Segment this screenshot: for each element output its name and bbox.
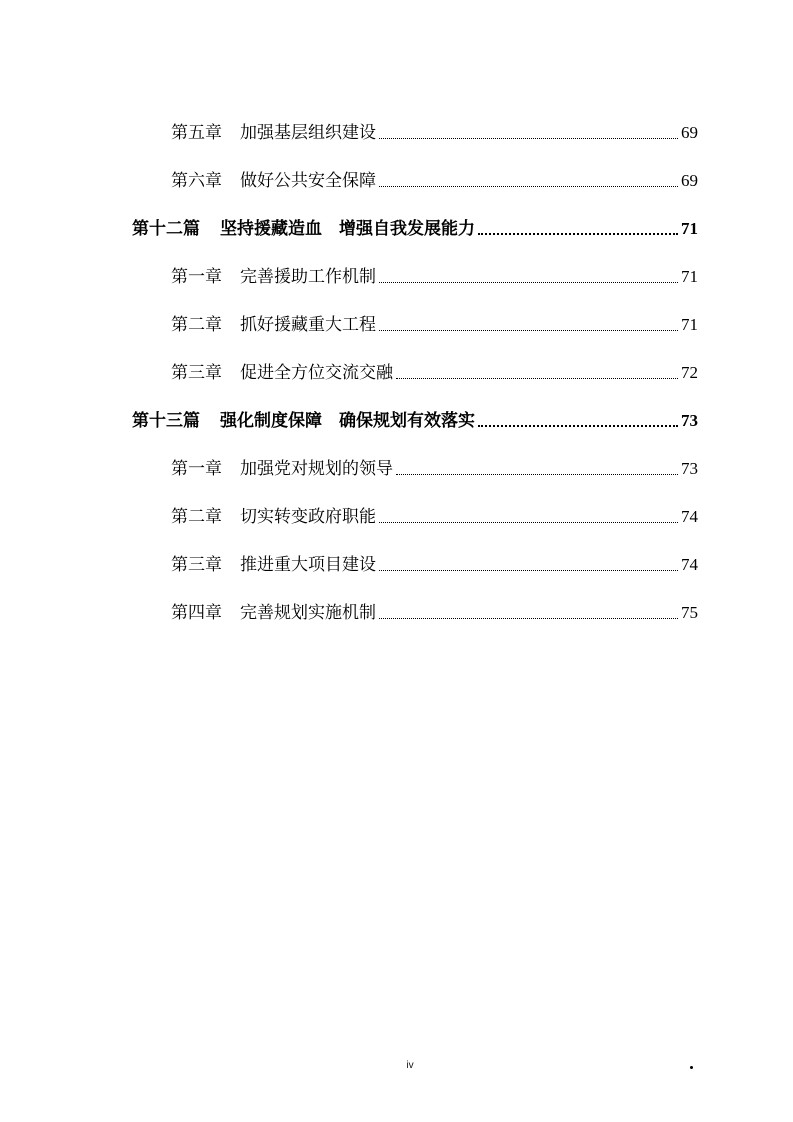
toc-entry[interactable]: [171, 358, 698, 384]
toc-entry-page: 71: [681, 219, 698, 238]
margin-dot: [690, 1066, 693, 1069]
dot-leader: [379, 186, 678, 187]
toc-entry-page: 74: [681, 507, 698, 526]
toc-entry[interactable]: [171, 502, 698, 528]
page-number-footer: iv: [406, 1060, 414, 1071]
toc-entry-page: 73: [681, 459, 698, 478]
toc-entry-title: 促进全方位交流交融: [240, 363, 393, 383]
dot-leader: [396, 474, 678, 475]
dot-leader: [396, 378, 678, 379]
toc-part-entry[interactable]: [132, 214, 698, 240]
toc-entry-title: 做好公共安全保障: [240, 171, 376, 191]
toc-entry-number: 第二章: [171, 507, 222, 527]
toc-entry-page: 75: [681, 603, 698, 622]
toc-entry-number: 第十二篇: [132, 219, 200, 239]
toc-entry[interactable]: [171, 262, 698, 288]
dot-leader: [379, 330, 678, 331]
toc-entry-number: 第四章: [171, 603, 222, 623]
toc-entry-title: 加强党对规划的领导: [240, 459, 393, 479]
dot-leader: [379, 522, 678, 523]
dot-leader: [379, 282, 678, 283]
toc-entry-page: 69: [681, 123, 698, 142]
toc-entry-number: 第六章: [171, 171, 222, 191]
dot-leader: [478, 233, 678, 235]
toc-entry-title: 抓好援藏重大工程: [240, 315, 376, 335]
toc-entry-title: 完善援助工作机制: [240, 267, 376, 287]
toc-entry[interactable]: [171, 310, 698, 336]
toc-entry-title: 切实转变政府职能: [240, 507, 376, 527]
toc-entry-number: 第一章: [171, 459, 222, 479]
toc-entry-page: 71: [681, 315, 698, 334]
toc-entry-number: 第五章: [171, 123, 222, 143]
toc-entry-title: 坚持援藏造血 增强自我发展能力: [220, 219, 475, 239]
toc-entry[interactable]: [171, 550, 698, 576]
toc-entry-number: 第三章: [171, 555, 222, 575]
toc-entry-page: 73: [681, 411, 698, 430]
toc-entry[interactable]: [171, 166, 698, 192]
dot-leader: [379, 618, 678, 619]
toc-entry[interactable]: [171, 454, 698, 480]
toc-entry-title: 完善规划实施机制: [240, 603, 376, 623]
toc-entry-number: 第三章: [171, 363, 222, 383]
toc-entry-number: 第二章: [171, 315, 222, 335]
toc-entry-title: 强化制度保障 确保规划有效落实: [220, 411, 475, 431]
toc-entry[interactable]: [171, 598, 698, 624]
toc-entry-page: 72: [681, 363, 698, 382]
toc-entry-title: 加强基层组织建设: [240, 123, 376, 143]
toc-entry-title: 推进重大项目建设: [240, 555, 376, 575]
toc-part-entry[interactable]: [132, 406, 698, 432]
toc-entry-number: 第一章: [171, 267, 222, 287]
toc-entry[interactable]: [171, 118, 698, 144]
toc-entry-page: 71: [681, 267, 698, 286]
dot-leader: [379, 570, 678, 571]
dot-leader: [379, 138, 678, 139]
toc-entry-page: 69: [681, 171, 698, 190]
toc-entry-page: 74: [681, 555, 698, 574]
dot-leader: [478, 425, 678, 427]
toc-entry-number: 第十三篇: [132, 411, 200, 431]
